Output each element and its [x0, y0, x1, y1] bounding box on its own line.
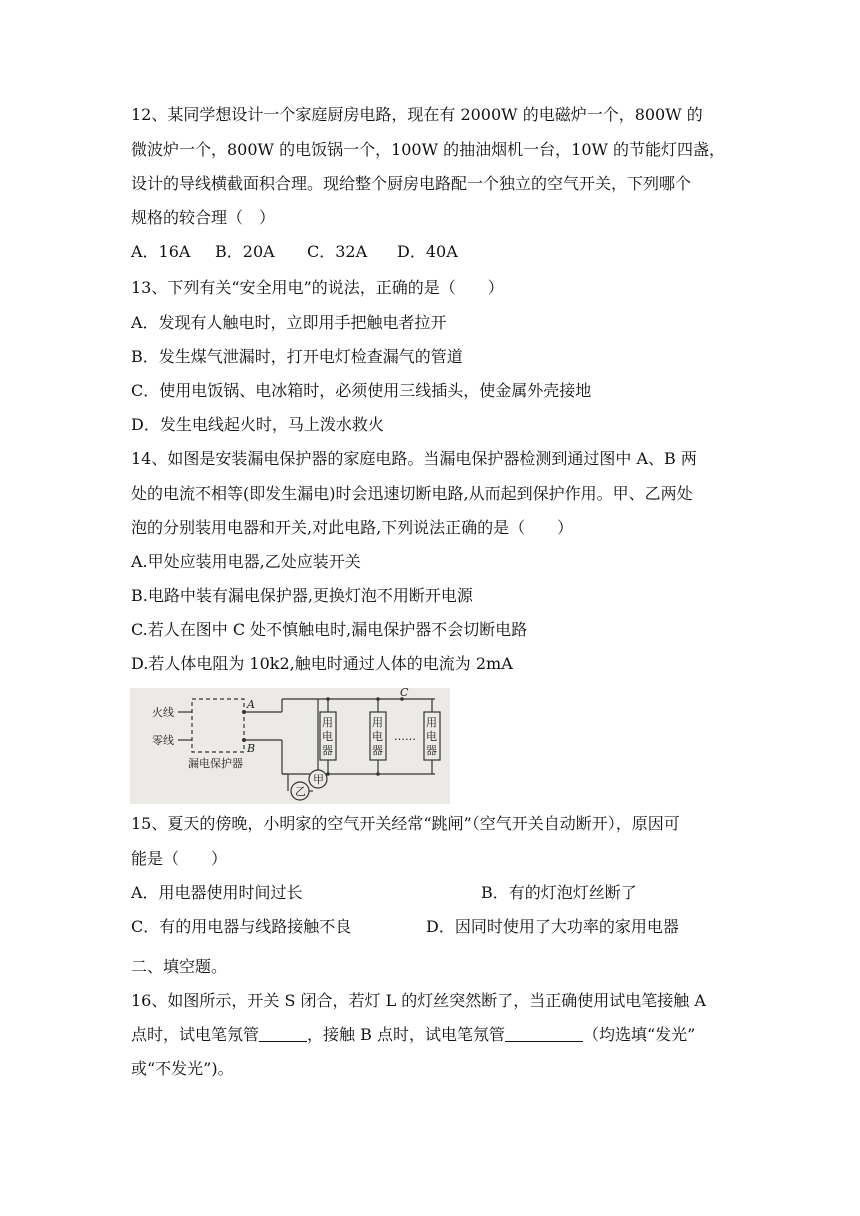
q16-line-1: 16、如图所示，开关 S 闭合，若灯 L 的灯丝突然断了，当正确使用试电笔接触 A [131, 991, 706, 1010]
protector-label: 漏电保护器 [188, 757, 243, 770]
appliance-2-char-3: 器 [372, 744, 383, 757]
q16-blank-1[interactable] [259, 1025, 307, 1042]
live-wire-label: 火线 [152, 706, 174, 719]
q14-option-a: A.甲处应装用电器,乙处应装开关 [131, 552, 361, 571]
appliance-3-char-1: 用 [426, 716, 437, 729]
q15-line-2: 能是（ ） [131, 849, 228, 868]
neutral-wire-label: 零线 [152, 734, 174, 747]
yi-label: 乙 [295, 785, 306, 798]
q14-option-c: C.若人在图中 C 处不慎触电时,漏电保护器不会切断电路 [131, 620, 528, 639]
q13-option-c: C．使用电饭锅、电冰箱时，必须使用三线插头，使金属外壳接地 [131, 381, 592, 400]
q14-line-3: 泡的分别装用电器和开关,对此电路,下列说法正确的是（ ） [131, 518, 574, 537]
jia-label: 甲 [313, 773, 324, 786]
q12-line-2: 微波炉一个，800W 的电饭锅一个，100W 的抽油烟机一台，10W 的节能灯四盏， [131, 140, 726, 159]
point-a-label: A [247, 698, 255, 711]
q12-option-b: B．20A [215, 242, 275, 261]
protector-box [192, 699, 244, 752]
q12-option-a: A．16A [131, 242, 191, 261]
appliance-2-char-2: 电 [372, 730, 383, 743]
point-b-label: B [247, 742, 256, 755]
q16-line-2-part-3: （均选填“发光” [582, 1025, 696, 1044]
q13-option-b: B．发生煤气泄漏时，打开电灯检查漏气的管道 [131, 347, 463, 366]
q12-line-1: 12、某同学想设计一个家庭厨房电路，现在有 2000W 的电磁炉一个，800W 的 [131, 105, 703, 124]
appliance-3-char-2: 电 [426, 730, 437, 743]
q15-option-a: A．用电器使用时间过长 [131, 883, 303, 902]
appliance-3-char-3: 器 [426, 744, 437, 757]
circuit-diagram [130, 688, 450, 804]
appliance-1-char-3: 器 [322, 744, 333, 757]
q16-line-2 [131, 1024, 695, 1046]
q13-stem: 13、下列有关“安全用电”的说法，正确的是（ ） [131, 278, 504, 297]
q16-line-2-part-2: ，接触 B 点时，试电笔氖管 [307, 1025, 505, 1044]
q14-option-b: B.电路中装有漏电保护器,更换灯泡不用断开电源 [131, 586, 473, 605]
q14-line-2: 处的电流不相等(即发生漏电)时会迅速切断电路,从而起到保护作用。甲、乙两处 [131, 484, 693, 503]
q16-line-2-part-1: 点时，试电笔氖管 [131, 1025, 260, 1044]
section-2-heading: 二、填空题。 [131, 957, 228, 976]
q15-option-b: B．有的灯泡灯丝断了 [481, 883, 637, 902]
q13-option-a: A．发现有人触电时，立即用手把触电者拉开 [131, 313, 447, 332]
q16-line-3: 或“不发光”)。 [131, 1059, 234, 1078]
q13-option-d: D．发生电线起火时，马上泼水救火 [131, 415, 384, 434]
q15-option-c: C．有的用电器与线路接触不良 [131, 917, 352, 936]
leakage-protector-circuit-figure [130, 688, 450, 804]
q15-option-d: D．因同时使用了大功率的家用电器 [426, 917, 679, 936]
q12-option-c: C．32A [307, 242, 368, 261]
appliance-2-char-1: 用 [372, 716, 383, 729]
ellipsis-label: …… [394, 730, 416, 743]
appliance-1-char-2: 电 [322, 730, 333, 743]
appliance-1-char-1: 用 [322, 716, 333, 729]
q14-option-d: D.若人体电阻为 10k2,触电时通过人体的电流为 2mA [131, 654, 513, 673]
q16-blank-2[interactable] [505, 1025, 583, 1042]
q14-line-1: 14、如图是安装漏电保护器的家庭电路。当漏电保护器检测到通过图中 A、B 两 [131, 449, 697, 468]
q12-option-d: D．40A [397, 242, 458, 261]
q12-line-4: 规格的较合理（ ） [131, 208, 276, 227]
point-c-label: C [400, 688, 409, 699]
q15-line-1: 15、夏天的傍晚，小明家的空气开关经常“跳闸”（空气开关自动断开），原因可 [131, 814, 680, 833]
q12-line-3: 设计的导线横截面积合理。现给整个厨房电路配一个独立的空气开关，下列哪个 [131, 174, 692, 193]
